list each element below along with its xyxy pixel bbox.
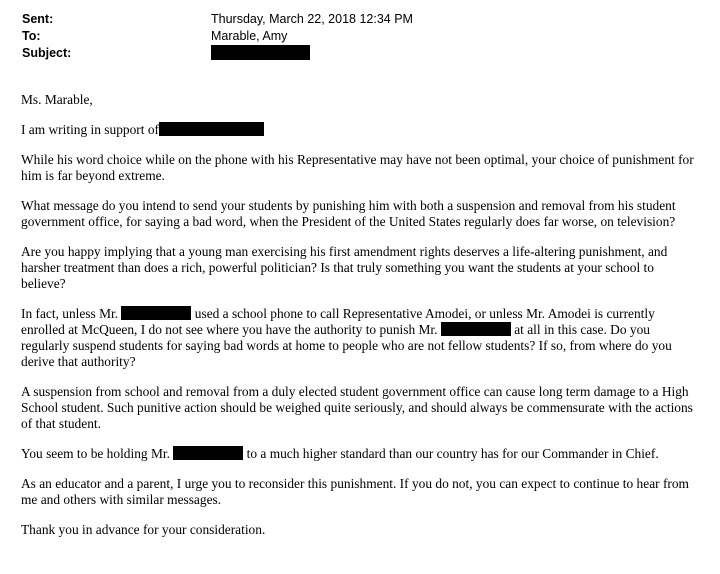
redaction-box: [441, 322, 511, 336]
email-body: [21, 92, 696, 552]
paragraph-first-amendment: Are you happy implying that a young man exercising his first amendment rights deserves a life-altering punishment, and harsher treatment than does a rich, powerful politician? Is that truly something you want the students at your school to believe?: [21, 244, 668, 291]
subject-value: [211, 45, 310, 61]
paragraph-word-choice: While his word choice while on the phone with his Representative may have not been optimal, your choice of punishment for him is far beyond extreme.: [21, 152, 694, 183]
to-value: Marable, Amy: [211, 29, 288, 43]
redaction-box: [173, 446, 243, 460]
paragraph-suspension: A suspension from school and removal from a duly elected student government office can cause long term damage to a High School student. Such punitive action should be weighed quite seriously, and should always be commensurate with the actions of that student.: [21, 384, 693, 431]
paragraph-standard: [21, 446, 696, 462]
redaction-box: [121, 306, 191, 320]
subject-label: Subject:: [22, 46, 72, 60]
sent-value: Thursday, March 22, 2018 12:34 PM: [211, 12, 413, 26]
paragraph-support: [21, 122, 696, 138]
redaction-box: [211, 45, 310, 60]
paragraph-reconsider: As an educator and a parent, I urge you to reconsider this punishment. If you do not, you can expect to continue to hear from me and others with similar messages.: [21, 476, 689, 507]
paragraph-text: You seem to be holding Mr.: [21, 446, 170, 461]
paragraph-text: used a school phone to call Representative Amodei, or unless Mr. Amodei is currently enrolled at McQueen, I do not see where you have the authority to punish Mr.: [21, 306, 655, 337]
paragraph-text: In fact, unless Mr.: [21, 306, 119, 321]
paragraph-message: What message do you intend to send your students by punishing him with both a suspension and removal from his student government office, for saying a bad word, when the President of the United States regularly does far worse, on television?: [21, 198, 676, 229]
closing: Thank you in advance for your consideration.: [21, 522, 266, 537]
to-label: To:: [22, 29, 41, 43]
paragraph-authority: [21, 306, 696, 370]
paragraph-text: to a much higher standard than our country has for our Commander in Chief.: [246, 446, 659, 461]
paragraph-text: I am writing in support of: [21, 122, 159, 137]
sent-label: Sent:: [22, 12, 54, 26]
salutation: Ms. Marable,: [21, 92, 93, 107]
paragraph-text: at all in this case. Do you regularly suspend students for saying bad words at home to people who are not fellow students? If so, from where do you derive that authority?: [21, 322, 672, 369]
redaction-box: [159, 122, 264, 136]
